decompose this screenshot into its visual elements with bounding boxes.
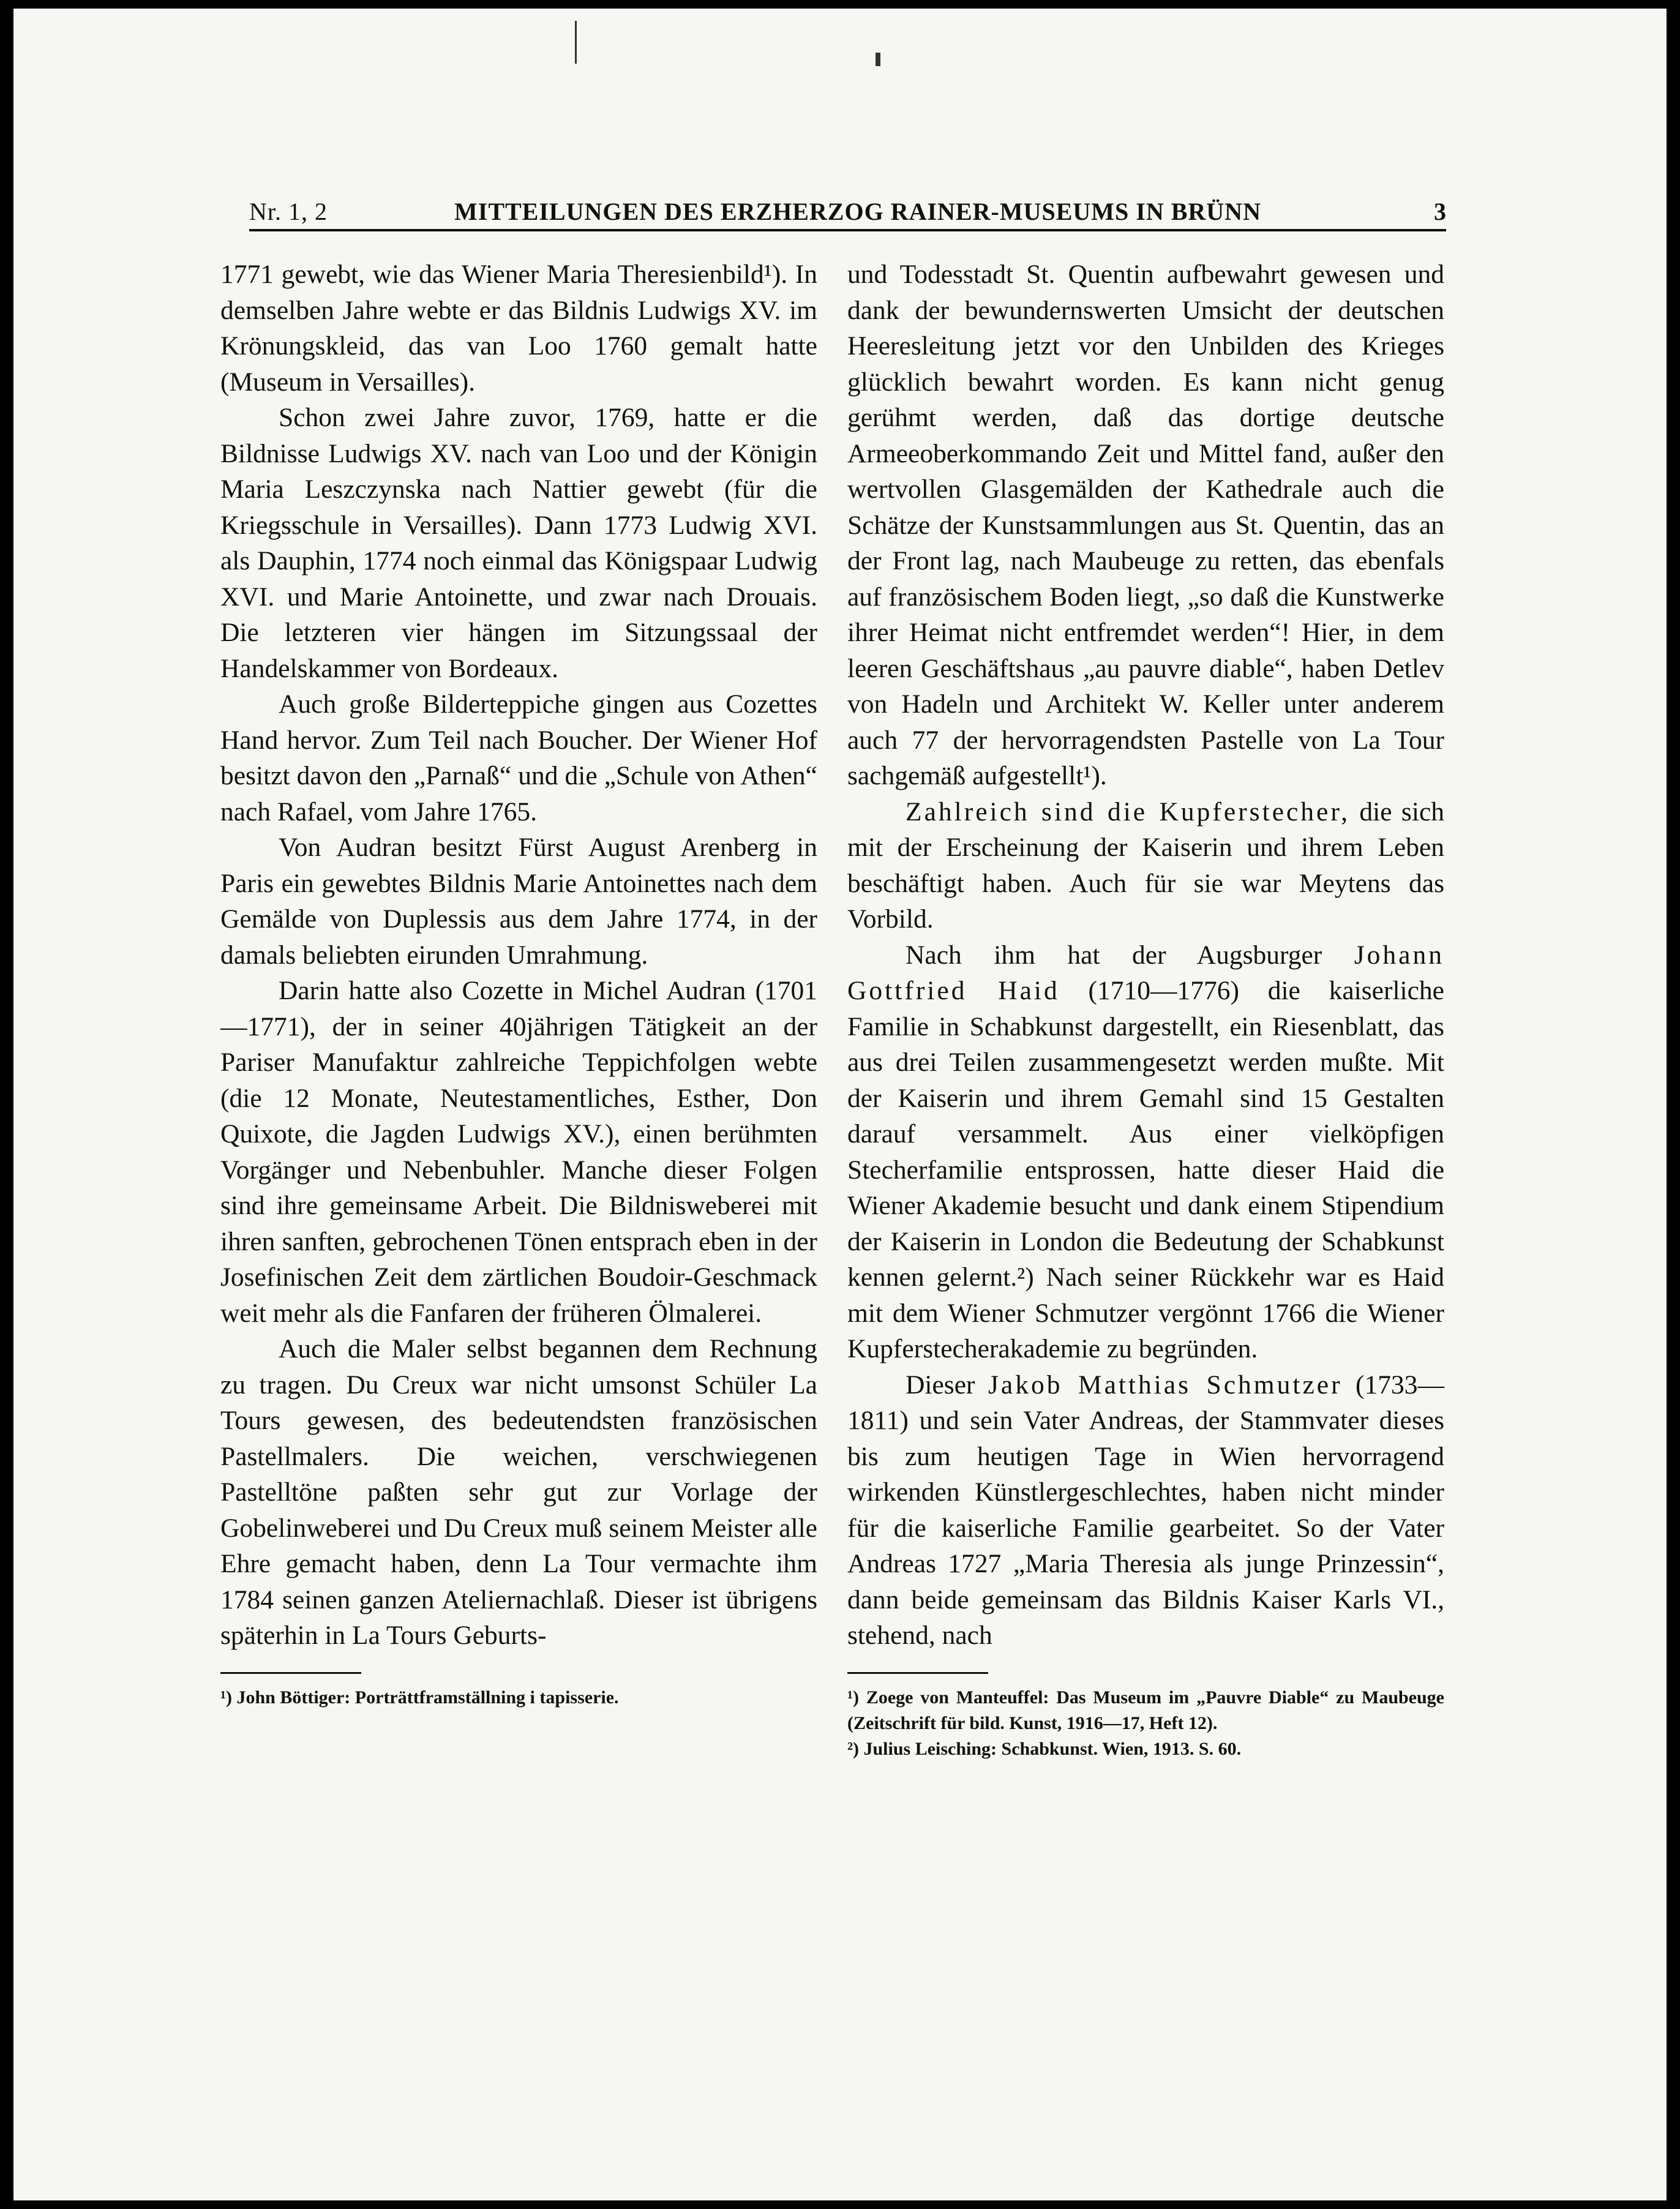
issue-number: Nr. 1, 2 [249, 198, 328, 225]
footnote: ¹) John Böttiger: Porträttframställning i tapisserie. [220, 1687, 619, 1708]
text-run: (1710—1776) die kaiserliche Familie in Schabkunst dargestellt, ein Riesenblatt, das aus drei Teilen zusammengesetzt werden mußte. Mit der Kaiserin und ihrem Gemahl sind 15 Gestalten darauf versammelt. Aus einer vielköpfigen Stecherfamilie entsprossen, hatte dieser Haid die Wiener Akademie besucht und dank einem Stipendium der Kaiserin in London die Bedeutung der Schabkunst kennen gelernt.²) Nach seiner Rückkehr war es Haid mit dem Wiener Schmutzer vergönnt 1766 die Wiener Kupferstecherakademie zu begründen. [847, 976, 1444, 1363]
paragraph [847, 937, 1444, 1367]
text-run: (1733—1811) und sein Vater Andreas, der Stammvater dieses bis zum heutigen Tage in Wien hervorragend wirkenden Künstlergeschlechtes, haben nicht minder für die kaiserliche Familie gearbeitet. So der Vater Andreas 1727 „Maria Theresia als junge Prinzessin“, dann beide gemeinsam das Bildnis Kaiser Karls VI., stehend, nach [847, 1370, 1444, 1650]
paragraph: 1771 gewebt, wie das Wiener Maria Theresienbild¹). In demselben Jahre webte er das Bildnis Ludwigs XV. im Krönungskleid, das van Loo 1760 gemalt hatte (Museum in Versailles). [220, 260, 817, 397]
journal-title: MITTEILUNGEN DES ERZHERZOG RAINER-MUSEUMS IN BRÜNN [454, 198, 1261, 225]
paragraph [847, 794, 1444, 937]
left-column [220, 257, 817, 1711]
footnote: ¹) Zoege von Manteuffel: Das Museum im „Pauvre Diable“ zu Maubeuge (Zeitschrift für bild. Kunst, 1916—17, Heft 12). [847, 1687, 1444, 1733]
paragraph: Darin hatte also Cozette in Michel Audran (1701—1771), der in seiner 40jährigen Tätigkeit an der Pariser Manufaktur zahlreiche Teppichfolgen webte (die 12 Monate, Neutestamentliches, Esther, Don Quixote, die Jagden Ludwigs XV.), einen berühmten Vorgänger und Nebenbuhler. Manche dieser Folgen sind ihre gemeinsame Arbeit. Die Bildnisweberei mit ihren sanften, gebrochenen Tönen entsprach eben in der Josefinischen Zeit dem zärtlichen Boudoir-Geschmack weit mehr als die Fanfaren der früheren Ölmalerei. [220, 976, 817, 1328]
paragraph [847, 1367, 1444, 1654]
paragraph: Auch die Maler selbst begannen dem Rechnung zu tragen. Du Creux war nicht umsonst Schüler La Tours gewesen, des bedeutendsten französischen Pastellmalers. Die weichen, verschwiegenen Pastelltöne paßten sehr gut zur Vorlage der Gobelinweberei und Du Creux muß seinem Meister alle Ehre gemacht haben, denn La Tour vermachte ihm 1784 seinen ganzen Ateliernachlaß. Dieser ist übrigens späterhin in La Tours Geburts- [220, 1334, 817, 1650]
right-column [847, 257, 1444, 1762]
paragraph: Auch große Bilderteppiche gingen aus Cozettes Hand hervor. Zum Teil nach Boucher. Der Wiener Hof besitzt davon den „Parnaß“ und die „Schule von Athen“ nach Rafael, vom Jahre 1765. [220, 689, 817, 827]
footnote-rule [847, 1672, 988, 1674]
paragraph: und Todesstadt St. Quentin aufbewahrt gewesen und dank der bewundernswerten Umsicht der deutschen Heeresleitung jetzt vor den Unbilden des Krieges glücklich bewahrt worden. Es kann nicht genug gerühmt werden, daß das dortige deutsche Armeeoberkommando Zeit und Mittel fand, außer den wertvollen Glasgemälden der Kathedrale auch die Schätze der Kunstsammlungen aus St. Quentin, das an der Front lag, nach Maubeuge zu retten, das ebenfals auf französischem Boden liegt, „so daß die Kunstwerke ihrer Heimat nicht entfremdet werden“! Hier, in dem leeren Geschäftshaus „au pauvre diable“, haben Detlev von Hadeln und Architekt W. Keller unter anderem auch 77 der hervorragendsten Pastelle von La Tour sachgemäß aufgestellt¹). [847, 260, 1444, 790]
paper-sheet [13, 9, 1667, 2200]
text-run: Nach ihm hat der Augsburger [906, 940, 1354, 970]
header-rule [249, 229, 1446, 231]
text-run: die sich mit der Erscheinung der Kaiserin und ihrem Leben beschäftigt haben. Auch für sie war Meytens das Vorbild. [847, 797, 1445, 934]
footnote: ²) Julius Leisching: Schabkunst. Wien, 1913. S. 60. [847, 1738, 1242, 1759]
paragraph: Von Audran besitzt Fürst August Arenberg in Paris ein gewebtes Bildnis Marie Antoinettes nach dem Gemälde von Duplessis aus dem Jahre 1774, in der damals beliebten eirunden Umrahmung. [220, 833, 817, 970]
running-header [249, 192, 1446, 229]
spaced-emphasis: Jakob Matthias Schmutzer [988, 1370, 1343, 1400]
scan-artifact [876, 53, 880, 66]
spaced-emphasis: Zahlreich sind die Kupferstecher, [906, 797, 1350, 827]
text-run: Dieser [906, 1370, 988, 1400]
paragraph: Schon zwei Jahre zuvor, 1769, hatte er die Bildnisse Ludwigs XV. nach van Loo und der Königin Maria Leszczynska nach Nattier gewebt (für die Kriegsschule in Versailles). Dann 1773 Ludwig XVI. als Dauphin, 1774 noch einmal das Königspaar Ludwig XVI. und Marie Antoinette, und zwar nach Drouais. Die letzteren vier hängen im Sitzungssaal der Handelskammer von Bordeaux. [220, 403, 817, 683]
footnote-rule [220, 1672, 361, 1674]
spaced-emphasis: Johann Gottfried Haid [847, 940, 1444, 1005]
page-number: 3 [1434, 198, 1446, 225]
scan-artifact [575, 21, 577, 64]
